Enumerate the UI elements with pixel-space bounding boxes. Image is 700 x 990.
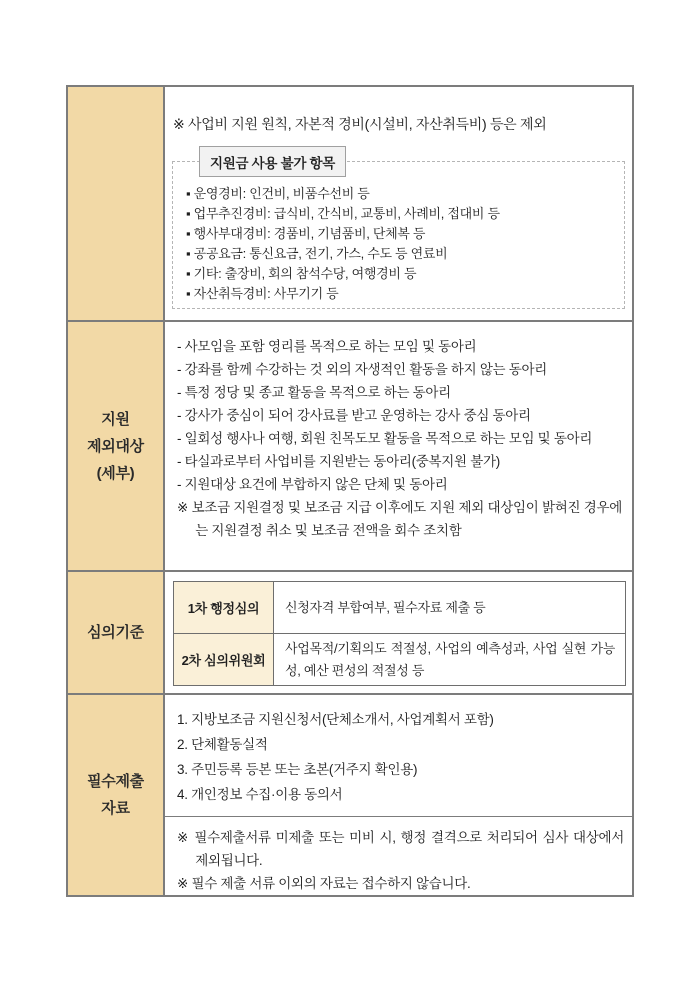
banned-box-title: 지원금 사용 불가 항목 (199, 146, 346, 177)
list-item: - 강사가 중심이 되어 강사료를 받고 운영하는 강사 중심 동아리 (177, 408, 531, 423)
list-item: - 타실과로부터 사업비를 지원받는 동아리(중복지원 불가) (177, 454, 500, 469)
review-stage-name-cell: 2차 심의위원회 (174, 634, 274, 685)
budget-label-cell (68, 87, 165, 320)
table-row-review (68, 570, 632, 693)
list-item: ▪ 행사부대경비: 경품비, 기념품비, 단체복 등 (186, 226, 426, 241)
documents-content-cell (165, 695, 632, 895)
table-row-documents (68, 693, 632, 895)
review-label: 심의기준 (87, 624, 144, 641)
banned-items-box (172, 161, 625, 309)
support-program-table (66, 85, 634, 897)
table-row (174, 633, 625, 685)
list-item: ※ 보조금 지원결정 및 보조금 지급 이후에도 지원 제외 대상임이 밝혀진 경우에는 지원결정 취소 및 보조금 전액을 회수 조치함 (177, 500, 622, 538)
review-stage-name-cell: 1차 행정심의 (174, 582, 274, 633)
list-item: 2. 단체활동실적 (177, 737, 268, 752)
note-item: ※ 필수제출서류 미제출 또는 미비 시, 행정 결격으로 처리되어 심사 대상에서 제외됩니다. (177, 830, 624, 868)
review-stage-desc-cell (274, 582, 625, 633)
review-stage-desc: 신청자격 부합여부, 필수자료 제출 등 (285, 599, 486, 615)
list-item: ▪ 기타: 출장비, 회의 참석수당, 여행경비 등 (186, 266, 417, 281)
list-item: - 사모임을 포함 영리를 목적으로 하는 모임 및 동아리 (177, 339, 477, 354)
budget-exclusion-note: ※ 사업비 지원 원칙, 자본적 경비(시설비, 자산취득비) 등은 제외 (173, 116, 547, 132)
list-item: ▪ 자산취득경비: 사무기기 등 (186, 286, 339, 301)
budget-content-cell (165, 87, 632, 320)
list-item: ▪ 업무추진경비: 급식비, 간식비, 교통비, 사례비, 접대비 등 (186, 206, 500, 221)
list-item: 1. 지방보조금 지원신청서(단체소개서, 사업계획서 포함) (177, 712, 494, 727)
documents-notes (165, 817, 632, 895)
table-row-budget (68, 87, 632, 320)
exclusion-label-line: 제외대상 (87, 437, 144, 455)
list-item: 4. 개인정보 수집·이용 동의서 (177, 787, 343, 802)
note-item: ※ 필수 제출 서류 이외의 자료는 접수하지 않습니다. (177, 876, 471, 891)
table-row (174, 582, 625, 633)
documents-label-line: 자료 (101, 800, 130, 817)
table-row-exclusion (68, 320, 632, 570)
exclusion-label-line: 지원 (101, 410, 130, 428)
documents-label-cell (68, 695, 165, 895)
review-stage-desc: 사업목적/기획의도 적절성, 사업의 예측성과, 사업 실현 가능성, 예산 편성의 적절성 등 (285, 640, 615, 678)
exclusion-list (165, 322, 632, 542)
list-item: - 강좌를 함께 수강하는 것 외의 자생적인 활동을 하지 않는 동아리 (177, 362, 547, 377)
list-item: ▪ 공공요금: 통신요금, 전기, 가스, 수도 등 연료비 (186, 246, 448, 261)
list-item: 3. 주민등록 등본 또는 초본(거주지 확인용) (177, 762, 418, 777)
list-item: ▪ 운영경비: 인건비, 비품수선비 등 (186, 186, 370, 201)
review-stages-table (173, 581, 626, 686)
exclusion-label-line: (세부) (96, 464, 135, 482)
documents-label-line: 필수제출 (87, 773, 144, 790)
review-label-cell (68, 572, 165, 693)
exclusion-content-cell (165, 322, 632, 570)
review-stage-desc-cell (274, 634, 625, 685)
list-item: - 지원대상 요건에 부합하지 않은 단체 및 동아리 (177, 477, 448, 492)
exclusion-label-cell (68, 322, 165, 570)
list-item: - 일회성 행사나 여행, 회원 친목도모 활동을 목적으로 하는 모임 및 동아리 (177, 431, 593, 446)
documents-list (165, 695, 632, 817)
list-item: - 특정 정당 및 종교 활동을 목적으로 하는 동아리 (177, 385, 451, 400)
review-content-cell (165, 572, 632, 693)
